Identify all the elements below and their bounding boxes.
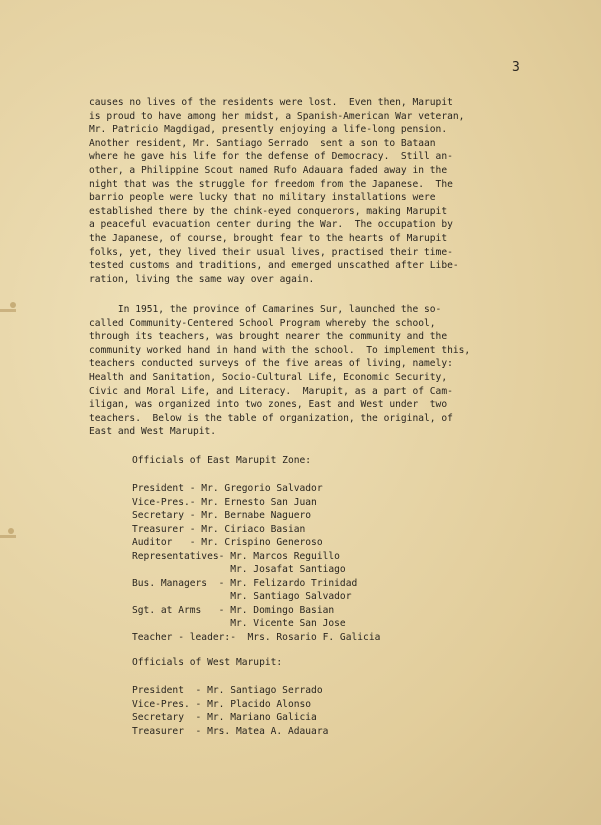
official-entry: Treasurer - Mr. Ciriaco Basian [132,523,306,535]
official-entry: Secretary - Mr. Mariano Galicia [132,712,317,723]
text-line: barrio people were lucky that no military installations were [89,192,436,204]
text-line: where he gave his life for the defense of Democracy. Still an- [89,151,453,163]
official-entry: Vice-Pres.- Mr. Ernesto San Juan [132,496,317,508]
text-line: is proud to have among her midst, a Spanish-American War veteran, [89,110,465,122]
official-entry: Representatives- Mr. Marcos Reguillo [132,550,340,562]
text-line: Another resident, Mr. Santiago Serrado sent a son to Bataan [89,137,436,149]
page-number: 3 [512,60,520,75]
paper-smudge [0,535,16,538]
text-line: established there by the chink-eyed conquerors, making Marupit [89,205,448,217]
program-paragraph [89,303,523,439]
text-line: community worked hand in hand with the school. To implement this, [89,344,471,356]
official-entry: Vice-Pres. - Mr. Placido Alonso [132,698,312,710]
official-entry: Treasurer - Mrs. Matea A. Adauara [132,725,329,737]
east-officials-heading: Officials of East Marupit Zone: [132,455,312,466]
text-line: tested customs and traditions, and emerged unscathed after Libe- [89,260,459,272]
official-entry: Teacher - leader:- Mrs. Rosario F. Galicia [132,631,381,643]
official-entry: Bus. Managers - Mr. Felizardo Trinidad [132,577,358,589]
official-entry: Mr. Josafat Santiago [132,564,346,575]
west-officials-heading: Officials of West Marupit: [132,657,283,668]
official-entry: President - Mr. Santiago Serrado [132,685,323,696]
text-line: Civic and Moral Life, and Literacy. Marupit, as a part of Cam- [89,385,453,397]
paper-punch-hole [8,528,14,534]
official-entry: Auditor - Mr. Crispino Generoso [132,537,323,548]
official-entry: Mr. Vicente San Jose [132,618,346,629]
text-line: a peaceful evacuation center during the War. The occupation by [89,219,453,231]
east-officials-list [132,482,380,644]
text-line: ration, living the same way over again. [89,273,315,285]
text-line: called Community-Centered School Program whereby the school, [89,317,436,329]
paper-punch-hole [10,302,16,308]
text-line: In 1951, the province of Camarines Sur, launched the so- [89,304,442,315]
history-paragraph [89,96,523,286]
text-line: iligan, was organized into two zones, East and West under two [89,399,448,411]
text-line: Health and Sanitation, Socio-Cultural Life, Economic Security, [89,371,448,383]
text-line: teachers conducted surveys of the five areas of living, namely: [89,358,453,370]
west-officials-list [132,684,328,738]
text-line: other, a Philippine Scout named Rufo Adauara faded away in the [89,164,448,176]
official-entry: Secretary - Mr. Bernabe Naguero [132,510,312,521]
text-line: night that was the struggle for freedom from the Japanese. The [89,178,453,190]
text-line: folks, yet, they lived their usual lives, practised their time- [89,246,453,258]
text-line: teachers. Below is the table of organization, the original, of [89,412,453,424]
official-entry: Sgt. at Arms - Mr. Domingo Basian [132,604,335,616]
official-entry: Mr. Santiago Salvador [132,591,352,602]
paper-smudge [0,309,16,312]
official-entry: President - Mr. Gregorio Salvador [132,483,323,494]
text-line: the Japanese, of course, brought fear to the hearts of Marupit [89,232,448,244]
text-line: Mr. Patricio Magdigad, presently enjoying a life-long pension. [89,124,448,136]
text-line: causes no lives of the residents were lost. Even then, Marupit [89,97,453,108]
text-line: through its teachers, was brought nearer the community and the [89,331,448,343]
text-line: East and West Marupit. [89,426,217,438]
